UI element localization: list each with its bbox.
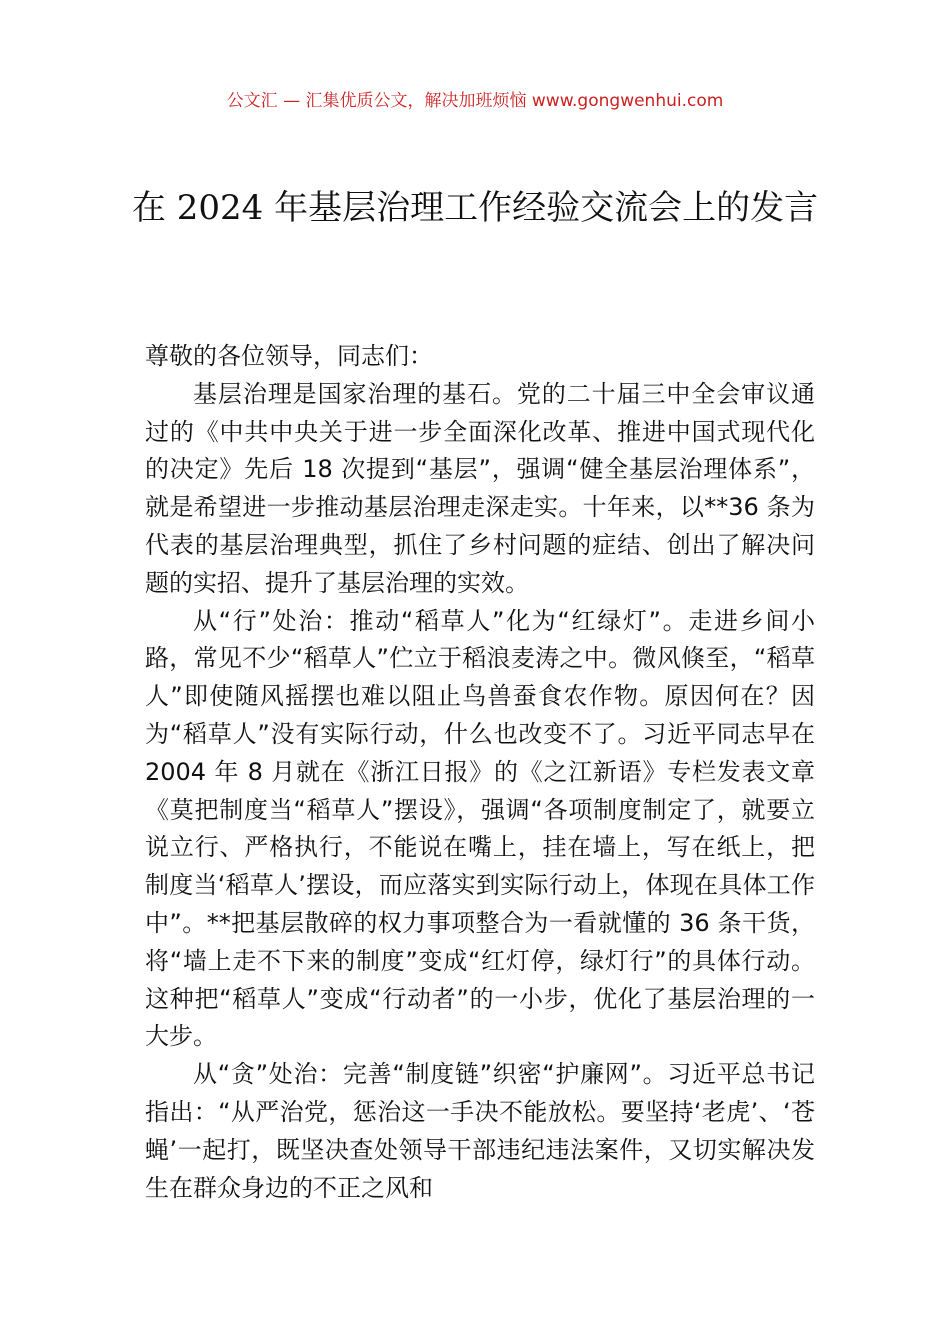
paragraph-section-corruption: 从“贪”处治：完善“制度链”织密“护廉网”。习近平总书记指出：“从严治党，惩治这一手决不能放松。要坚持‘老虎’、‘苍蝇’一起打，既坚决查处领导干部违纪违法案件，又切实解决发生在群众身边的不正之风和 [145, 1060, 815, 1202]
document-body [145, 338, 815, 1207]
site-tagline: 公文汇 — 汇集优质公文，解决加班烦恼 www.gongwenhui.com [226, 91, 724, 111]
paragraph-intro: 基层治理是国家治理的基石。党的二十届三中全会审议通过的《中共中央关于进一步全面深化改革、推进中国式现代化的决定》先后 18 次提到“基层”，强调“健全基层治理体系”，就是希望进一步推动基层治理走深走实。十年来，以**36 条为代表的基层治理典型，抓住了乡村问题的症结、创出了解决问题的实招、提升了基层治理的实效。 [145, 379, 815, 597]
salutation: 尊敬的各位领导，同志们： [145, 342, 433, 370]
paragraph-section-action: 从“行”处治：推动“稻草人”化为“红绿灯”。走进乡间小路，常见不少“稻草人”伫立于稻浪麦涛之中。微风倏至，“稻草人”即使随风摇摆也难以阻止鸟兽蚕食农作物。原因何在？因为“稻草人”没有实际行动，什么也改变不了。习近平同志早在 2004 年 8 月就在《浙江日报》的《之江新语》专栏发表文章《莫把制度当“稻草人”摆设》，强调“各项制度制定了，就要立说立行、严格执行，不能说在嘴上，挂在墙上，写在纸上，把制度当‘稻草人’摆设，而应落实到实际行动上，体现在具体工作中”。**把基层散碎的权力事项整合为一看就懂的 36 条干货，将“墙上走不下来的制度”变成“红灯停，绿灯行”的具体行动。这种把“稻草人”变成“行动者”的一小步，优化了基层治理的一大步。 [145, 606, 815, 1051]
document-title: 在 2024 年基层治理工作经验交流会上的发言 [131, 188, 819, 228]
